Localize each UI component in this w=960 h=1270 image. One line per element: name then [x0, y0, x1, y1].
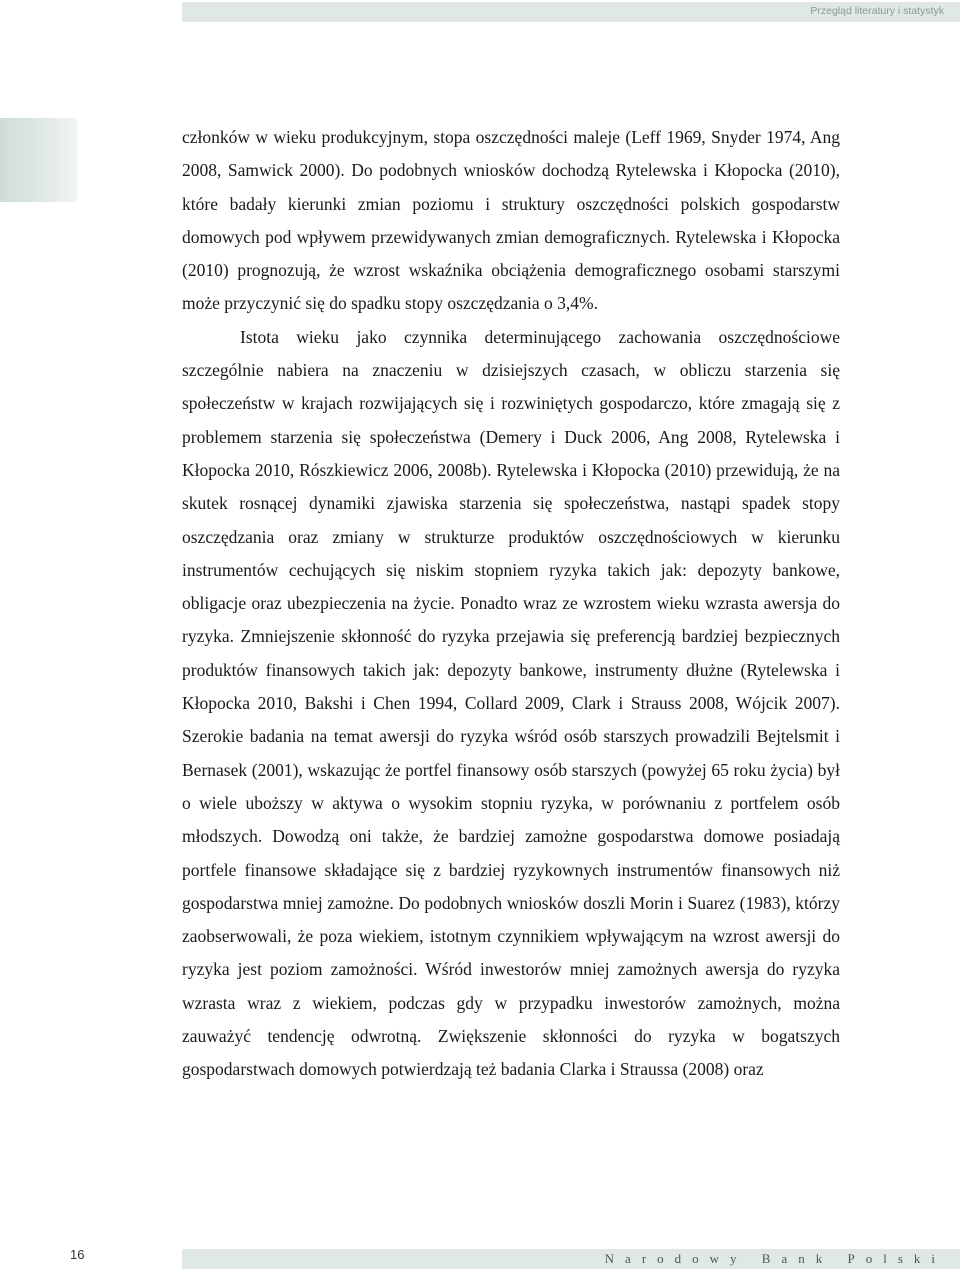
- publisher-name: Narodowy Bank Polski: [604, 1251, 946, 1266]
- footer-bar: [182, 1249, 960, 1269]
- side-tab-decoration: [0, 118, 78, 202]
- paragraph: Istota wieku jako czynnika determinującego zachowania oszczędnościowe szczególnie nabiera na znaczeniu w dzisiejszych czasach, w obliczu starzenia się społeczeństw w krajach rozwijających się i rozwiniętych gospodarczo, które zmagają się z problemem starzenia się społeczeństwa (Demery i Duck 2006, Ang 2008, Rytelewska i Kłopocka 2010, Rószkiewicz 2006, 2008b). Rytelewska i Kłopocka (2010) przewidują, że na skutek rosnącej dynamiki zjawiska starzenia się społeczeństwa, nastąpi spadek stopy oszczędzania oraz zmiany w strukturze produktów oszczędnościowych w kierunku instrumentów cechujących się niskim stopniem ryzyka takich jak: depozyty bankowe, obligacje oraz ubezpieczenia na życie. Ponadto wraz ze wzrostem wieku wzrasta awersja do ryzyka. Zmniejszenie skłonność do ryzyka przejawia się preferencją bardziej bezpiecznych produktów finansowych takich jak: depozyty bankowe, instrumenty dłużne (Rytelewska i Kłopocka 2010, Bakshi i Chen 1994, Collard 2009, Clark i Strauss 2008, Wójcik 2007). Szerokie badania na temat awersji do ryzyka wśród osób starszych prowadzili Bejtelsmit i Bernasek (2001), wskazując że portfel finansowy osób starszych (powyżej 65 roku życia) był o wiele uboższy w aktywa o wysokim stopniu ryzyka, w porównaniu z portfelem osób młodszych. Dowodzą oni także, że bardziej zamożne gospodarstwa domowe posiadają portfele finansowe składające się z bardziej ryzykownych instrumentów finansowych niż gospodarstwa mniej zamożne. Do podobnych wniosków doszli Morin i Suarez (1983), którzy zaobserwowali, że poza wiekiem, istotnym czynnikiem wpływającym na wzrost awersji do ryzyka jest poziom zamożności. Wśród inwestorów mniej zamożnych awersja do ryzyka wzrasta wraz z wiekiem, podczas gdy w przypadku inwestorów zamożnych, można zauważyć tendencję odwrotną. Zwiększenie skłonności do ryzyka w bogatszych gospodarstwach domowych potwierdzają też badania Clarka i Straussa (2008) oraz: [182, 326, 840, 1080]
- body-text: [182, 121, 840, 1087]
- page-number: 16: [70, 1247, 85, 1262]
- paragraph: członków w wieku produkcyjnym, stopa oszczędności maleje (Leff 1969, Snyder 1974, Ang 2008, Samwick 2000). Do podobnych wniosków dochodzą Rytelewska i Kłopocka (2010), które badały kierunki zmian poziomu i struktury oszczędności polskich gospodarstw domowych pod wpływem przewidywanych zmian demograficznych. Rytelewska i Kłopocka (2010) prognozują, że wzrost wskaźnika obciążenia demograficznego osobami starszymi może przyczynić się do spadku stopy oszczędzania o 3,4%.: [182, 127, 840, 314]
- running-header: Przegląd literatury i statystyk: [810, 5, 944, 17]
- header-bar: [182, 2, 960, 22]
